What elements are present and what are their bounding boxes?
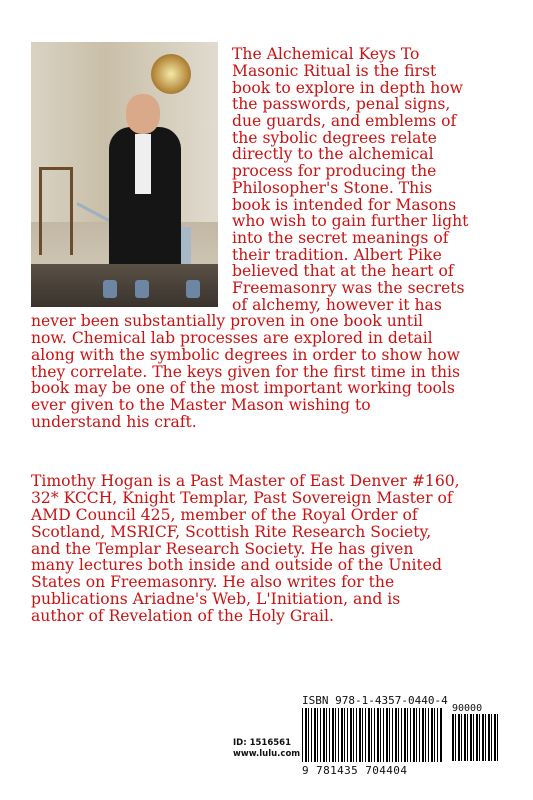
author-photo (31, 42, 218, 307)
isbn-digits: 9 781435 704404 (302, 764, 408, 777)
lulu-id-block (233, 738, 300, 760)
description-line: now. Chemical lab processes are explored in detail (31, 329, 433, 347)
author-shirt (135, 134, 151, 194)
isbn-barcode (302, 708, 442, 762)
bio-line: AMD Council 425, member of the Royal Order of (31, 506, 418, 524)
description-line: who wish to gain further light (232, 212, 469, 230)
bio-line: author of Revelation of the Holy Grail. (31, 607, 334, 625)
bio-line: Scotland, MSRICF, Scottish Rite Research Society, (31, 523, 432, 541)
lab-jar (135, 280, 149, 298)
description-line: due guards, and emblems of (232, 112, 457, 130)
price-code: 90000 (452, 703, 483, 714)
description-line: understand his craft. (31, 413, 197, 431)
description-line: book is intended for Masons (232, 196, 457, 214)
lab-jar (103, 280, 117, 298)
description-line: their tradition. Albert Pike (232, 246, 442, 264)
description-line: Philosopher's Stone. This (232, 179, 433, 197)
bio-line: publications Ariadne's Web, L'Initiation, and is (31, 590, 401, 608)
bio-line: States on Freemasonry. He also writes for the (31, 573, 395, 591)
lulu-url: www.lulu.com (233, 749, 301, 759)
description-line: believed that at the heart of (232, 262, 454, 280)
description-line: Freemasonry was the secrets (232, 279, 465, 297)
description-line: The Alchemical Keys To (232, 45, 420, 63)
description-line: of alchemy, however it has (232, 296, 442, 314)
price-barcode (452, 714, 500, 761)
description-line: the sybolic degrees relate (232, 129, 437, 147)
bio-line: 32* KCCH, Knight Templar, Past Sovereign Master of (31, 489, 453, 507)
description-line: the passwords, penal signs, (232, 95, 451, 113)
description-line: book to explore in depth how (232, 79, 464, 97)
description-line: process for producing the (232, 162, 437, 180)
description-line: along with the symbolic degrees in order to show how (31, 346, 461, 364)
eastern-star-emblem (151, 54, 191, 94)
photo-chair (39, 167, 73, 255)
description-line: into the secret meanings of (232, 229, 449, 247)
bio-line: Timothy Hogan is a Past Master of East Denver #160, (31, 472, 460, 490)
description-line: ever given to the Master Mason wishing to (31, 396, 371, 414)
description-line: Masonic Ritual is the first (232, 62, 437, 80)
bio-line: and the Templar Research Society. He has given (31, 540, 414, 558)
lab-jar (186, 280, 200, 298)
description-line: never been substantially proven in one book until (31, 312, 424, 330)
bio-line: many lectures both inside and outside of the United (31, 556, 443, 574)
author-head (126, 94, 160, 134)
description-line: they correlate. The keys given for the first time in this (31, 363, 460, 381)
description-line: directly to the alchemical (232, 145, 434, 163)
isbn-label: ISBN 978-1-4357-0440-4 (302, 694, 448, 707)
lulu-id: ID: 1516561 (233, 738, 291, 748)
description-line: book may be one of the most important working tools (31, 379, 455, 397)
